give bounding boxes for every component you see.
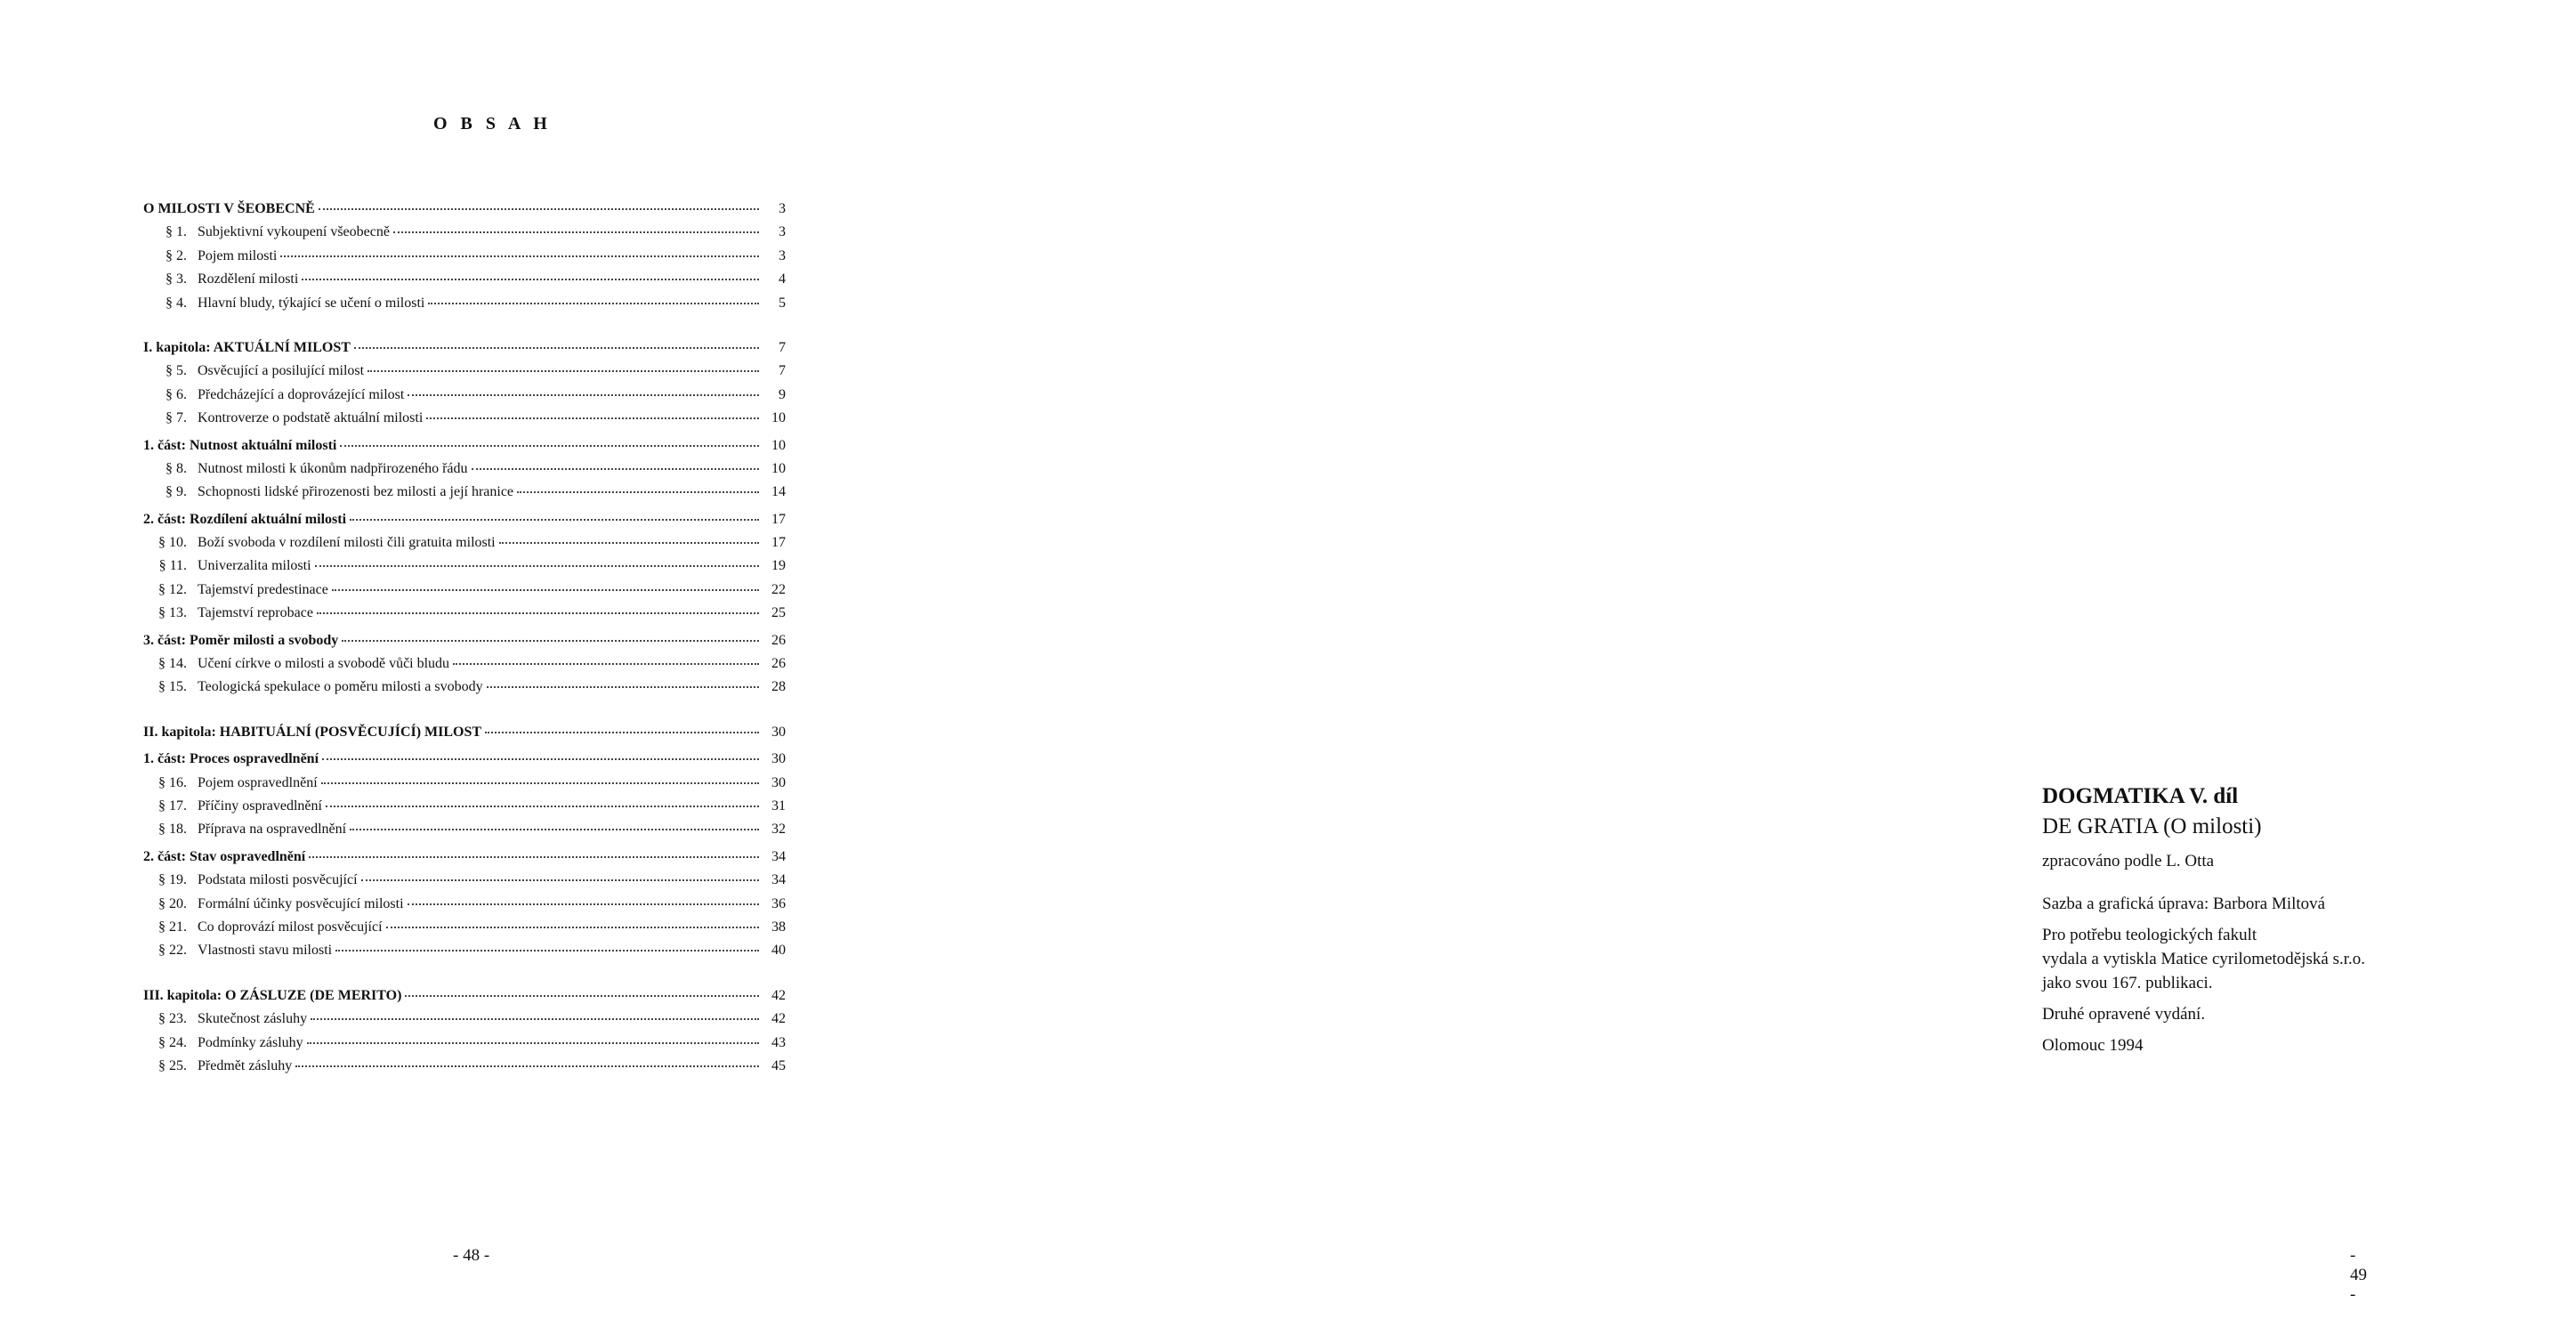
toc-entry-title: Co doprovází milost posvěcující (198, 919, 383, 935)
toc-entry-title: Pojem ospravedlnění (198, 774, 318, 790)
toc-entry (143, 360, 786, 383)
toc-dot-leader (405, 985, 759, 1000)
toc-page-number: 22 (771, 581, 786, 597)
toc-entry-title: 2. část: Rozdílení aktuální milosti (143, 511, 347, 527)
toc-section-number: § 9. (166, 484, 187, 500)
toc-dot-leader (335, 940, 759, 954)
toc-page-number: 10 (771, 460, 786, 476)
toc-entry-title: Univerzalita milosti (198, 558, 311, 574)
toc-page-number: 7 (779, 339, 786, 355)
toc-entry-title: Pojem milosti (198, 247, 278, 263)
toc-entry-title: Příprava na ospravedlnění (198, 822, 347, 838)
toc-section-number: § 14. (158, 656, 187, 672)
toc-entry (143, 268, 786, 291)
toc-entry-title: Podmínky zásluhy (198, 1034, 303, 1050)
toc-page-number: 42 (771, 987, 786, 1003)
toc-page-number: 3 (779, 247, 786, 263)
toc-entry-title: II. kapitola: HABITUÁLNÍ (POSVĚCUJÍCÍ) MILOST (143, 724, 482, 740)
toc-page-number: 43 (771, 1034, 786, 1050)
toc-page-number: 32 (771, 822, 786, 838)
toc-page-number: 10 (771, 437, 786, 453)
toc-page-number: 25 (771, 605, 786, 621)
toc-section-number: § 16. (158, 774, 187, 790)
toc-section-number: § 8. (166, 460, 187, 476)
toc-dot-leader (332, 579, 759, 594)
toc-dot-leader (517, 482, 759, 496)
toc-entry-title: O MILOSTI V ŠEOBECNĚ (143, 201, 315, 216)
toc-dot-leader (302, 269, 759, 283)
toc-page-number: 26 (771, 632, 786, 648)
toc-page-number: 17 (771, 511, 786, 527)
toc-entry (143, 481, 786, 504)
toc-section-number: § 24. (158, 1034, 187, 1050)
toc-section-number: § 11. (158, 558, 187, 574)
toc-section-number: § 13. (158, 605, 187, 621)
toc-entry (143, 1032, 786, 1055)
toc-entry-title: Příčiny ospravedlnění (198, 798, 322, 814)
toc-entry-title: Hlavní bludy, týkající se učení o milosti (198, 295, 425, 311)
toc-entry-title: Nutnost milosti k úkonům nadpřirozeného řádu (198, 460, 468, 476)
toc-entry-title: Předcházející a doprovázející milost (198, 386, 405, 402)
toc-section-number: § 19. (158, 872, 187, 888)
toc-entry (143, 676, 786, 699)
toc-dot-leader (311, 1008, 759, 1023)
toc-section-number: § 23. (158, 1011, 187, 1027)
toc-entry-title: Tajemství reprobace (198, 605, 313, 621)
toc-entry (143, 652, 786, 676)
toc-dot-leader (408, 894, 759, 908)
toc-section-number: § 25. (158, 1057, 187, 1073)
right-page (944, 0, 2367, 1336)
toc-entry-title: Předmět zásluhy (198, 1057, 293, 1073)
toc-section-number: § 5. (166, 363, 187, 379)
toc-page-number: 36 (771, 895, 786, 911)
toc-entry (143, 1055, 786, 1078)
toc-dot-leader (326, 796, 759, 810)
toc-entry-title: Boží svoboda v rozdílení milosti čili gratuita milosti (198, 535, 496, 551)
toc-dot-leader (350, 819, 759, 833)
toc-section-number: § 22. (158, 943, 187, 959)
toc-dot-leader (315, 555, 759, 570)
toc-entry (143, 457, 786, 481)
toc-dot-leader (499, 532, 759, 547)
toc-section-number: § 6. (166, 386, 187, 402)
publisher-line-2: vydala a vytiskla Matice cyrilometodějská s.r.o. (2042, 950, 2366, 968)
toc-dot-leader (393, 222, 759, 236)
toc-dot-leader (367, 360, 759, 375)
toc-entry (143, 531, 786, 555)
toc-page-number: 40 (771, 943, 786, 959)
toc-entry (143, 245, 786, 268)
toc-entry-title: Teologická spekulace o poměru milosti a svobody (198, 679, 483, 695)
toc-entry (143, 555, 786, 578)
toc-page-number: 17 (771, 535, 786, 551)
book-title: DOGMATIKA V. díl (2042, 784, 2239, 808)
toc-entry-title: Podstata milosti posvěcující (198, 872, 358, 888)
toc-dot-leader (295, 1056, 759, 1070)
toc-section-number: § 18. (158, 822, 187, 838)
toc-section-number: § 12. (158, 581, 187, 597)
toc-entry (143, 384, 786, 407)
toc-dot-leader (428, 293, 759, 307)
toc-section-number: § 4. (166, 295, 187, 311)
toc-entry (143, 846, 786, 869)
toc-entry (143, 721, 786, 744)
toc-entry (143, 629, 786, 652)
toc-section-number: § 15. (158, 679, 187, 695)
toc-entry (143, 336, 786, 360)
toc-dot-leader (487, 676, 759, 691)
publisher-line-1: Pro potřebu teologických fakult (2042, 926, 2257, 944)
toc-page-number: 14 (771, 484, 786, 500)
toc-entry-title: III. kapitola: O ZÁSLUZE (DE MERITO) (143, 987, 402, 1003)
toc-dot-leader (472, 458, 759, 473)
toc-dot-leader (354, 337, 759, 352)
toc-entry-title: 1. část: Nutnost aktuální milosti (143, 437, 337, 453)
toc-page-number: 28 (771, 679, 786, 695)
toc-dot-leader (317, 603, 759, 617)
adaptation-note: zpracováno podle L. Otta (2042, 852, 2215, 870)
toc-entry (143, 772, 786, 795)
left-page (0, 0, 944, 1336)
toc-page-number: 19 (771, 558, 786, 574)
toc-entry-title: 1. část: Proces ospravedlnění (143, 751, 319, 767)
place-year: Olomouc 1994 (2042, 1036, 2144, 1055)
toc-page-number: 7 (779, 363, 786, 379)
toc-entry (143, 221, 786, 244)
toc-dot-leader (319, 198, 759, 213)
toc-dot-leader (408, 385, 759, 399)
toc-dot-leader (307, 1032, 759, 1047)
toc-page-number: 30 (771, 751, 786, 767)
toc-entry-title: Učení církve o milosti a svobodě vůči bludu (198, 656, 450, 672)
toc-entry-title: Kontroverze o podstatě aktuální milosti (198, 410, 424, 426)
toc-dot-leader (280, 246, 759, 260)
toc-entry-title: Osvěcující a posilující milost (198, 363, 365, 379)
toc-entry (143, 434, 786, 457)
toc-dot-leader (453, 653, 759, 668)
typesetting-credit: Sazba a grafická úprava: Barbora Miltová (2042, 895, 2326, 913)
toc-entry-title: Subjektivní vykoupení všeobecně (198, 224, 390, 240)
toc-section-number: § 17. (158, 798, 187, 814)
toc-dot-leader (350, 509, 759, 523)
toc-entry (143, 579, 786, 602)
toc-page-number: 10 (771, 410, 786, 426)
toc-entry (143, 818, 786, 841)
toc-section-number: § 7. (166, 410, 187, 426)
toc-section-number: § 1. (166, 224, 187, 240)
page-number-right: - 49 - (2350, 1246, 2367, 1304)
toc-page-number: 5 (779, 295, 786, 311)
toc-entry (143, 407, 786, 430)
toc-entry (143, 292, 786, 315)
toc-entry (143, 795, 786, 818)
toc-entry-title: Tajemství predestinace (198, 581, 328, 597)
toc-section-number: § 20. (158, 895, 187, 911)
toc-dot-leader (485, 722, 759, 736)
toc-entry (143, 984, 786, 1008)
toc-page-number: 9 (779, 386, 786, 402)
toc-section-number: § 21. (158, 919, 187, 935)
toc-entry-title: I. kapitola: AKTUÁLNÍ MILOST (143, 339, 351, 355)
toc-entry-title: Formální účinky posvěcující milosti (198, 895, 404, 911)
toc-section-number: § 10. (158, 535, 187, 551)
toc-dot-leader (340, 435, 759, 449)
toc-entry (143, 748, 786, 771)
toc-entry-title: 3. část: Poměr milosti a svobody (143, 632, 339, 648)
toc-entry (143, 869, 786, 892)
toc-page-number: 30 (771, 774, 786, 790)
toc-page-number: 3 (779, 224, 786, 240)
toc-dot-leader (361, 870, 759, 884)
toc-page-number: 26 (771, 656, 786, 672)
toc-entry-title: Rozdělení milosti (198, 271, 299, 287)
book-subtitle: DE GRATIA (O milosti) (2042, 814, 2262, 838)
toc-page-number: 30 (771, 724, 786, 740)
toc-page-number: 38 (771, 919, 786, 935)
toc-dot-leader (321, 773, 759, 787)
toc-dot-leader (426, 408, 759, 422)
toc-section-number: § 3. (166, 271, 187, 287)
toc-page-number: 3 (779, 201, 786, 216)
toc-page-number: 45 (771, 1057, 786, 1073)
toc-dot-leader (342, 630, 759, 644)
toc-entry (143, 508, 786, 531)
publisher-line-3: jako svou 167. publikaci. (2042, 974, 2213, 992)
toc-dot-leader (386, 917, 759, 931)
toc-page-number: 31 (771, 798, 786, 814)
toc-entry (143, 893, 786, 916)
toc-page-number: 42 (771, 1011, 786, 1027)
toc-page-number: 4 (779, 271, 786, 287)
toc-entry (143, 1008, 786, 1031)
page-number-left: - 48 - (453, 1246, 490, 1265)
toc-title: O B S A H (433, 114, 552, 134)
toc-entry (143, 939, 786, 962)
toc-entry-title: 2. část: Stav ospravedlnění (143, 848, 306, 864)
toc-dot-leader (309, 846, 759, 861)
toc-entry (143, 602, 786, 625)
toc-entry-title: Vlastnosti stavu milosti (198, 943, 333, 959)
toc-entry-title: Schopnosti lidské přirozenosti bez milosti a její hranice (198, 484, 514, 500)
table-of-contents (143, 198, 786, 1078)
toc-entry (143, 198, 786, 221)
toc-page-number: 34 (771, 848, 786, 864)
toc-section-number: § 2. (166, 247, 187, 263)
toc-entry-title: Skutečnost zásluhy (198, 1011, 308, 1027)
edition-note: Druhé opravené vydání. (2042, 1005, 2206, 1024)
toc-dot-leader (322, 749, 759, 763)
toc-page-number: 34 (771, 872, 786, 888)
toc-entry (143, 916, 786, 939)
imprint-block (2042, 781, 2576, 1057)
